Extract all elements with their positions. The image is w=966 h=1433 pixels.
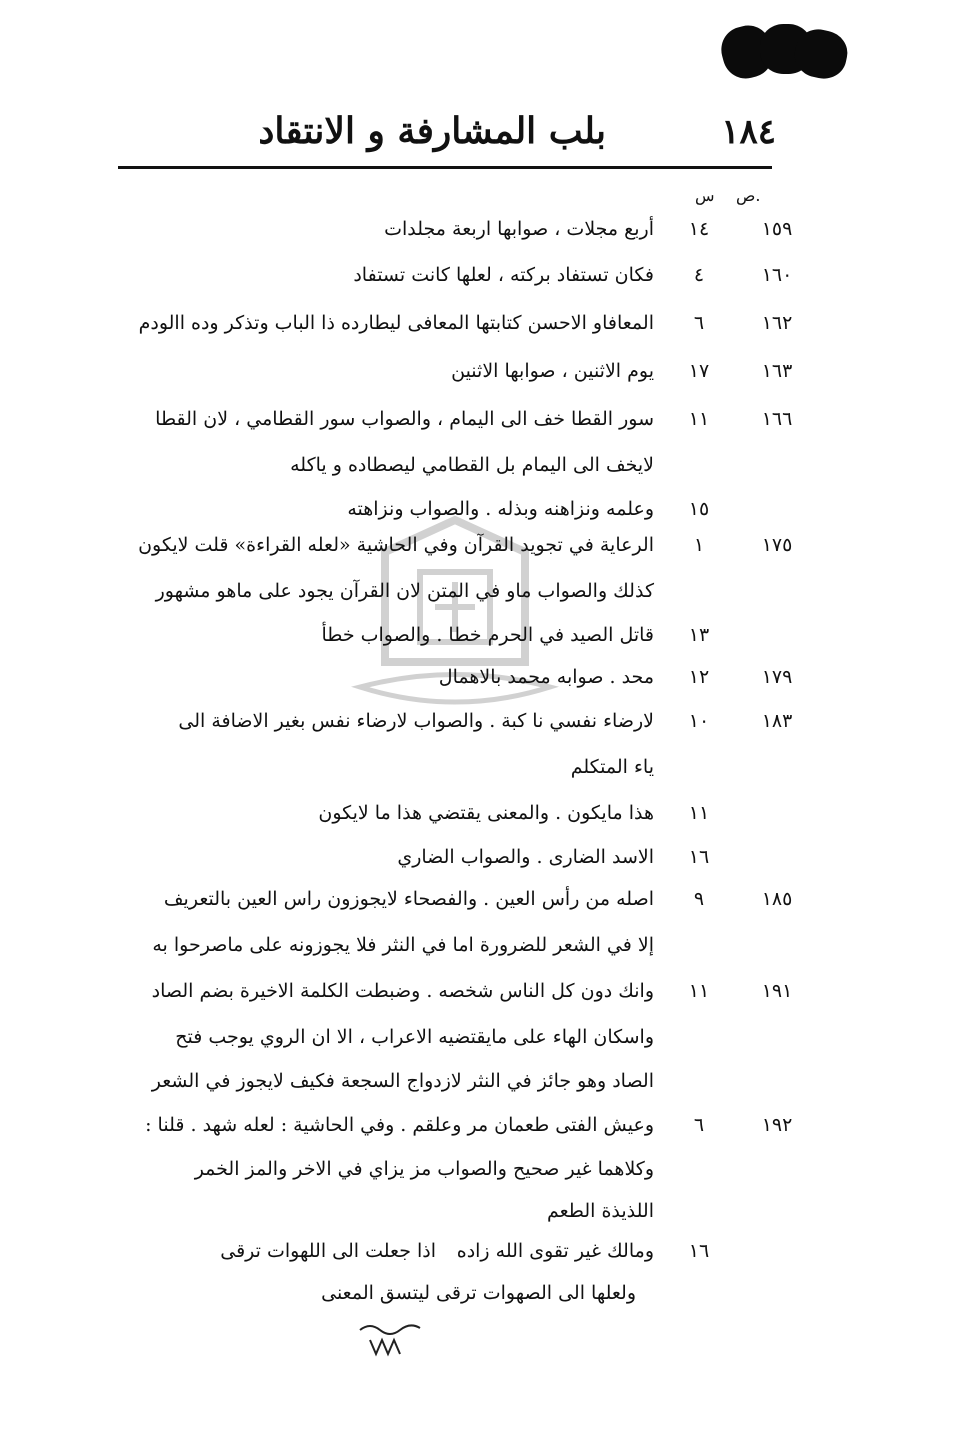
entry-page: ١٩١ <box>761 980 793 1002</box>
entry-row <box>110 846 776 894</box>
entry-line: ١٦ <box>688 846 710 868</box>
entry-row <box>110 1158 776 1206</box>
entry-line: ٩ <box>693 888 705 910</box>
entry-line: ١٢ <box>688 666 710 688</box>
entry-text: إلا في الشعر للضرورة اما في النثر فلا يجوزونه على ماصرحوا به <box>152 934 654 956</box>
entry-row <box>110 888 793 936</box>
entry-row <box>110 360 793 408</box>
entry-text: الاسد الضارى . والصواب الضاري <box>397 846 654 868</box>
entry-line: ١١ <box>688 408 710 430</box>
entry-row <box>110 624 776 672</box>
entry-row <box>110 1114 793 1162</box>
entry-text: المعافاو الاحسن كتابتها المعافى ليطارده ذا الباب وتذكر وده االودم <box>138 312 654 334</box>
entry-row <box>110 980 793 1028</box>
entry-line: ١١ <box>688 980 710 1002</box>
entry-text: الرعاية في تجويد القرآن وفي الحاشية «لعله القراءة» قلت لايكون <box>138 534 654 556</box>
entry-text: اللذيذة الطعم <box>546 1200 654 1222</box>
entry-page: ١٨٣ <box>761 710 793 732</box>
verse-note: ولعلها الى الصهوات ترقى ليتسق المعنى <box>321 1282 636 1304</box>
entry-text: وكلاهما غير صحيح والصواب مز يزاي في الاخر والمز الخمر <box>194 1158 654 1180</box>
entry-page: ١٧٩ <box>761 666 793 688</box>
header-rule <box>118 166 772 169</box>
entry-text: اصله من رأس العين . والفصحاء لايجوزون راس العين بالتعريف <box>163 888 654 910</box>
verse-second-hemistich: اذا جعلت الى اللهوات ترقى <box>220 1240 436 1262</box>
entry-row <box>110 1070 776 1118</box>
entry-page: ١٩٢ <box>761 1114 793 1136</box>
entry-text: هذا مايكون . والمعنى يقتضي هذا ما لايكون <box>318 802 654 824</box>
entry-line: ١٥ <box>688 498 710 520</box>
entry-row <box>110 454 776 502</box>
entry-page: ١٧٥ <box>761 534 793 556</box>
entry-text: ومالك غير تقوى الله زاده <box>456 1240 654 1262</box>
entry-row <box>110 1026 776 1074</box>
entry-row <box>110 666 793 714</box>
entry-text: لايخف الى اليمام بل القطامي ليصطاده و ياكله <box>290 454 654 476</box>
entry-page: ١٦٣ <box>761 360 793 382</box>
entry-text: سور القطا خف الى اليمام ، والصواب سور القطامي ، لان القطا <box>155 408 654 430</box>
entry-line: ٦ <box>693 312 705 334</box>
entry-line: ٦ <box>693 1114 705 1136</box>
entry-text: أربع مجلات ، صوابها اربعة مجلدات <box>384 218 654 240</box>
entry-row <box>110 934 776 982</box>
entry-page: ١٨٥ <box>761 888 793 910</box>
entry-page: ١٦٦ <box>761 408 793 430</box>
column-head-page: .ص <box>736 186 761 205</box>
entry-row <box>110 264 793 312</box>
column-head-line: س <box>695 186 715 205</box>
entry-row <box>110 408 793 456</box>
chapter-title: بلب المشارفة و الانتقاد <box>258 110 606 152</box>
entry-page: ١٦٠ <box>761 264 793 286</box>
entry-text: وانك دون كل الناس شخصه . وضبطت الكلمة الاخيرة بضم الصاد <box>151 980 654 1002</box>
entry-line: ١٤ <box>688 218 710 240</box>
entry-text: وعلمه ونزاهنه وبذله . والصواب ونزاهته <box>347 498 654 520</box>
entry-text: واسكان الهاء على مايقتضيه الاعراب ، الا ان الروي يوجب فتح <box>175 1026 654 1048</box>
entry-page: ١٦٢ <box>761 312 793 334</box>
entry-row <box>110 312 793 360</box>
entry-row <box>110 580 776 628</box>
entry-line: ١٠ <box>688 710 710 732</box>
entry-line: ٤ <box>693 264 705 286</box>
page-number: ١٨٤ <box>721 112 776 152</box>
entry-line: ١٦ <box>688 1240 710 1262</box>
entry-row <box>110 218 793 266</box>
entry-text: لارضاء نفسي نا كبة . والصواب لارضاء نفس بغير الاضافة الى <box>178 710 654 732</box>
entry-line: ١١ <box>688 802 710 824</box>
handwritten-mark <box>355 1320 425 1360</box>
entry-row <box>110 802 776 850</box>
entry-row <box>110 1240 776 1288</box>
entry-page: ١٥٩ <box>761 218 793 240</box>
entry-line: ١٣ <box>688 624 710 646</box>
entry-text: محد . صوابه محمد بالاهمال <box>438 666 654 688</box>
entry-line: ١٧ <box>688 360 710 382</box>
entry-text: الصاد وهو جائز في النثر لازدواج السجعة فكيف لايجوز في الشعر <box>151 1070 654 1092</box>
entry-text: يوم الاثنين ، صوابها الاثنين <box>451 360 654 382</box>
entry-text: قاتل الصيد في الحرم خطا . والصواب خطأ <box>321 624 654 646</box>
entry-text: كذلك والصواب ماو في المتن لان القرآن يجود على ماهو مشهور <box>155 580 654 602</box>
entry-row <box>110 534 793 582</box>
entry-text: ياء المتكلم <box>570 756 654 778</box>
entry-line: ١ <box>693 534 705 556</box>
entry-row <box>110 710 793 758</box>
entry-text: فكان تستفاد بركته ، لعلها كانت تستفاد <box>353 264 654 286</box>
entry-text: وعيش الفتى طعمان مر وعلقم . وفي الحاشية : لعله شهد . قلنا : <box>145 1114 654 1136</box>
entry-row <box>110 756 776 804</box>
